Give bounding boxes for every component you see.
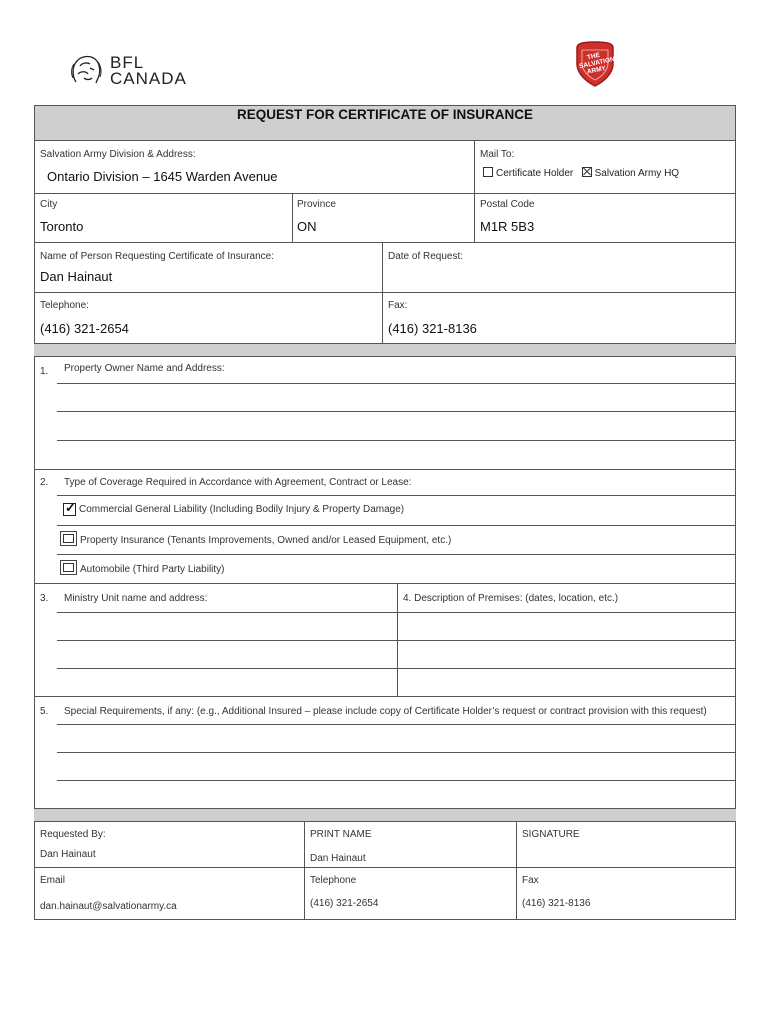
date-of-request-label: Date of Request:	[388, 251, 464, 262]
province-label: Province	[297, 199, 336, 210]
salvation-army-hq-label: Salvation Army HQ	[594, 168, 680, 179]
fax-field[interactable]: (416) 321-8136	[388, 321, 477, 336]
section5-number: 5.	[40, 706, 49, 717]
logo-canada-text: CANADA	[110, 69, 187, 88]
section5-label: Special Requirements, if any: (e.g., Additional Insured – please include copy of Certificate Holder’s request or contract provision with this request)	[64, 706, 707, 717]
section4-label: 4. Description of Premises: (dates, location, etc.)	[403, 593, 619, 604]
postal-code-field[interactable]: M1R 5B3	[480, 219, 535, 234]
coverage-option-cgl: Commercial General Liability (Including Bodily Injury & Property Damage)	[79, 504, 405, 515]
division-field[interactable]: Ontario Division – 1645 Warden Avenue	[47, 169, 278, 184]
salvation-army-hq-checkbox[interactable]	[582, 167, 592, 177]
cgl-checkbox[interactable]	[63, 500, 76, 516]
city-field[interactable]: Toronto	[40, 219, 84, 234]
section1-line-1[interactable]	[57, 383, 736, 384]
section1-line-3[interactable]	[57, 440, 736, 441]
coverage-option-automobile: Automobile (Third Party Liability)	[80, 564, 225, 575]
logo-bfl-text: BFL	[110, 53, 145, 72]
print-name-field[interactable]: Dan Hainaut	[310, 853, 366, 864]
mail-to-options	[483, 167, 679, 179]
form-title: REQUEST FOR CERTIFICATE OF INSURANCE	[236, 107, 533, 122]
footer-fax-field[interactable]: (416) 321-8136	[522, 898, 591, 909]
postal-code-label: Postal Code	[480, 199, 535, 210]
fax-label: Fax:	[388, 300, 408, 311]
email-label: Email	[40, 875, 66, 886]
requester-name-field[interactable]: Dan Hainaut	[40, 269, 113, 284]
print-name-label: PRINT NAME	[310, 829, 372, 840]
section2-number: 2.	[40, 477, 49, 488]
signature-field[interactable]	[522, 845, 730, 865]
province-field[interactable]: ON	[297, 219, 317, 234]
coverage-option-property: Property Insurance (Tenants Improvements, Owned and/or Leased Equipment, etc.)	[80, 535, 452, 546]
signature-label: SIGNATURE	[522, 829, 580, 840]
section3-line-2[interactable]	[57, 640, 736, 641]
section1-line-2[interactable]	[57, 411, 736, 412]
certificate-holder-label: Certificate Holder	[496, 168, 574, 179]
footer-telephone-label: Telephone	[310, 875, 357, 886]
footer-telephone-field[interactable]: (416) 321-2654	[310, 898, 379, 909]
checkmark-icon: ✓	[65, 500, 76, 515]
city-label: City	[40, 199, 58, 210]
section3-label: Ministry Unit name and address:	[64, 593, 208, 604]
lion-icon	[68, 52, 104, 88]
email-field[interactable]: dan.hainaut@salvationarmy.ca	[40, 901, 177, 912]
requested-by-label: Requested By:	[40, 829, 106, 840]
requester-name-label: Name of Person Requesting Certificate of Insurance:	[40, 251, 275, 262]
requested-by-field[interactable]: Dan Hainaut	[40, 849, 96, 860]
salvation-army-shield-logo	[573, 40, 617, 88]
bfl-canada-logo	[68, 52, 193, 90]
separator-band-1	[34, 343, 736, 356]
certificate-holder-checkbox[interactable]	[483, 167, 493, 177]
section3-line-3[interactable]	[57, 668, 736, 669]
automobile-checkbox[interactable]	[60, 560, 77, 575]
section5-line-3[interactable]	[57, 780, 736, 781]
section1-label: Property Owner Name and Address:	[64, 363, 225, 374]
section5-line-2[interactable]	[57, 752, 736, 753]
footer-fax-label: Fax	[522, 875, 539, 886]
telephone-label: Telephone:	[40, 300, 89, 311]
section3-line-1[interactable]	[57, 612, 736, 613]
section2-label: Type of Coverage Required in Accordance with Agreement, Contract or Lease:	[64, 477, 412, 488]
section1-number: 1.	[40, 366, 49, 377]
mail-to-label: Mail To:	[480, 149, 515, 160]
section5-line-1[interactable]	[57, 724, 736, 725]
telephone-field[interactable]: (416) 321-2654	[40, 321, 129, 336]
property-insurance-checkbox[interactable]	[60, 531, 77, 546]
separator-band-2	[34, 808, 736, 821]
section3-number: 3.	[40, 593, 49, 604]
logo-salvation-text: THE SALVATION ARMY	[578, 51, 616, 76]
division-label: Salvation Army Division & Address:	[40, 149, 196, 160]
